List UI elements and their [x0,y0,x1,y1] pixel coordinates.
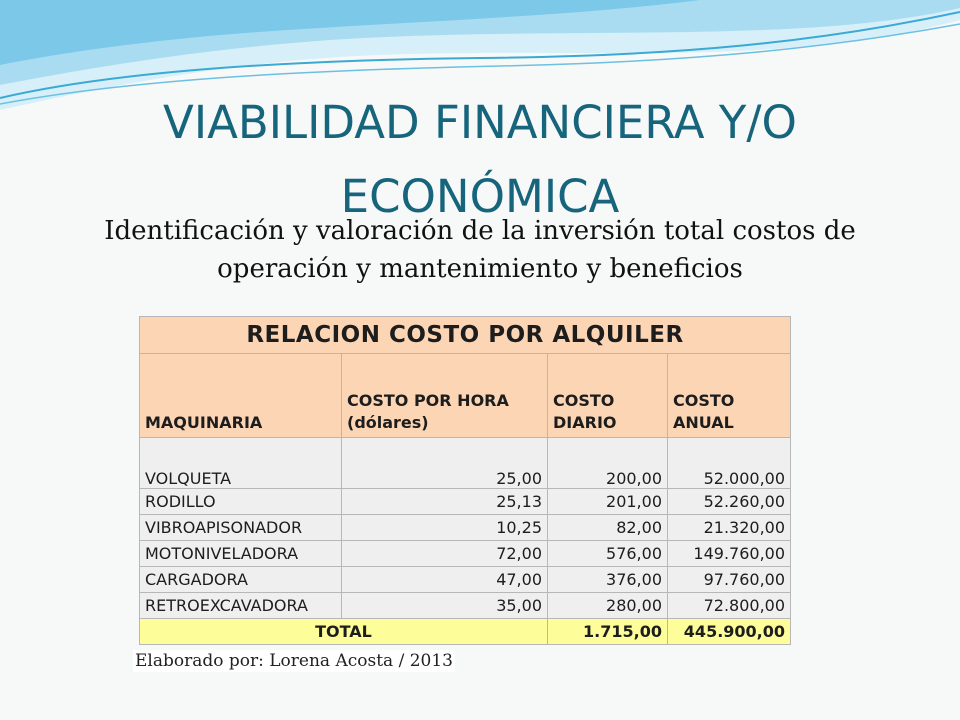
cell-hourly: 35,00 [342,593,548,619]
total-daily: 1.715,00 [548,619,668,645]
cell-annual: 72.800,00 [668,593,791,619]
cell-daily: 200,00 [548,438,668,489]
cell-daily: 201,00 [548,489,668,515]
cell-machine: MOTONIVELADORA [140,541,342,567]
header-hourly-line-1: COSTO POR HORA [347,391,509,410]
table-row [140,593,791,619]
slide-title-line-2: ECONÓMICA [340,170,620,223]
header-annual [668,354,791,438]
table-row [140,515,791,541]
slide-subtitle-line-2: operación y mantenimiento y beneficios [217,254,743,284]
table-total-row [140,619,791,645]
header-annual-line-2: ANUAL [673,413,734,432]
slide-subtitle-line-1: Identificación y valoración de la inversión total costos de [104,216,856,246]
table-row [140,541,791,567]
cell-daily: 376,00 [548,567,668,593]
header-daily-line-2: DIARIO [553,413,617,432]
cell-annual: 21.320,00 [668,515,791,541]
cell-daily: 280,00 [548,593,668,619]
header-machine-label: MAQUINARIA [145,413,263,432]
table-row [140,567,791,593]
cell-annual: 52.000,00 [668,438,791,489]
cell-machine: VIBROAPISONADOR [140,515,342,541]
header-daily-line-1: COSTO [553,391,615,410]
cell-annual: 52.260,00 [668,489,791,515]
table-header-row [140,354,791,438]
slide-title-line-1: VIABILIDAD FINANCIERA Y/O [163,96,797,149]
cell-daily: 576,00 [548,541,668,567]
cell-machine: CARGADORA [140,567,342,593]
total-label: TOTAL [140,619,548,645]
cell-machine: RODILLO [140,489,342,515]
header-hourly [342,354,548,438]
header-hourly-line-2: (dólares) [347,413,429,432]
cell-hourly: 25,00 [342,438,548,489]
table-row [140,489,791,515]
cell-machine: VOLQUETA [140,438,342,489]
header-annual-line-1: COSTO [673,391,735,410]
table-row [140,438,791,489]
cell-hourly: 10,25 [342,515,548,541]
table-caption: RELACION COSTO POR ALQUILER [140,317,791,354]
rental-cost-table [139,316,791,645]
cell-hourly: 25,13 [342,489,548,515]
cell-annual: 97.760,00 [668,567,791,593]
cell-hourly: 72,00 [342,541,548,567]
cell-hourly: 47,00 [342,567,548,593]
cell-daily: 82,00 [548,515,668,541]
total-annual: 445.900,00 [668,619,791,645]
header-daily [548,354,668,438]
source-credit: Elaborado por: Lorena Acosta / 2013 [135,651,453,671]
header-machine [140,354,342,438]
cell-machine: RETROEXCAVADORA [140,593,342,619]
cell-annual: 149.760,00 [668,541,791,567]
slide-subtitle [40,212,920,288]
